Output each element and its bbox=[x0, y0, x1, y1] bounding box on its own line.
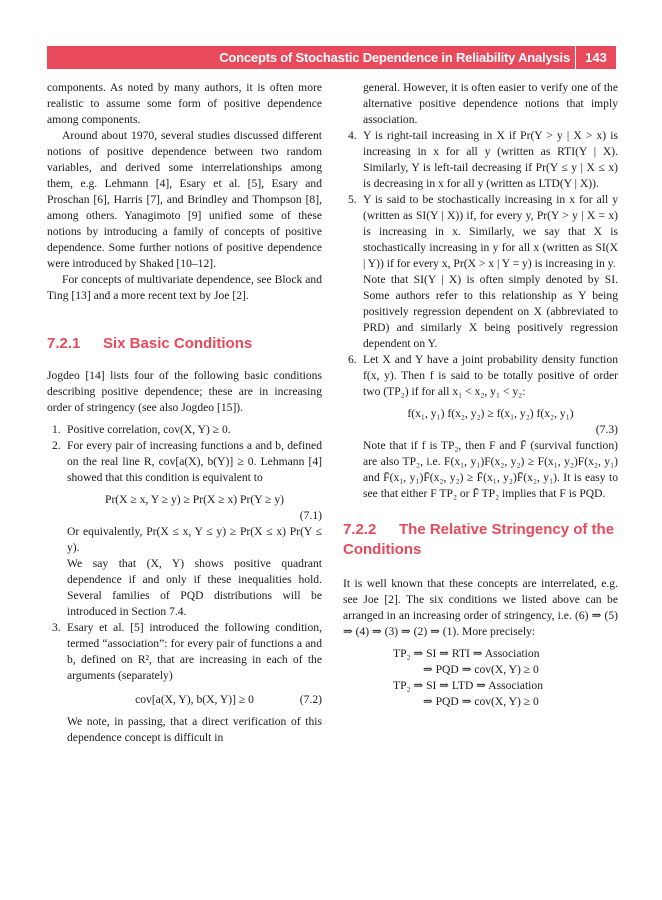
paragraph: It is well known that these concepts are interrelated, e.g. see Joe [2]. The six conditions we listed above can be arranged in an increasing order of stringency, i.e. (6) ⇒ (5) ⇒ (4) ⇒ (3) ⇒ (2) ⇒ (1). More precisely: bbox=[343, 577, 618, 638]
list-item-text: general. However, it is often easier to verify one of the alternative positive dependence notions that imply association. bbox=[363, 81, 618, 126]
implication-chain bbox=[343, 646, 618, 710]
list-item-text: We say that (X, Y) shows positive quadrant dependence if and only if these inequalities hold. Several families of PQD distributions will be introduced in Section 7.4. bbox=[67, 557, 322, 618]
list-item-text: Positive correlation, cov(X, Y) ≥ 0. bbox=[67, 423, 231, 436]
list-item-text: Note that SI(Y | X) is often simply denoted by SI. Some authors refer to this relationship as Y being positively regression dependent on X (abbreviated to PRD) and similarly X being positively regression dependent on Y. bbox=[363, 273, 618, 350]
equation-7-2 bbox=[67, 692, 322, 708]
list-item bbox=[343, 352, 618, 502]
section-number: 7.2.2 bbox=[343, 521, 377, 538]
equation-7-1 bbox=[67, 492, 322, 508]
list-number: 6. bbox=[348, 353, 357, 366]
list-item-text: Y is right-tail increasing in X if Pr(Y > y | X > x) is increasing in x for all y (written as RTI(Y | X). Similarly, Y is left-tail decreasing if Pr(Y ≤ y | X ≤ x) is decreasing in x for all y (written as LTD(Y | X)). bbox=[363, 129, 618, 190]
section-number: 7.2.1 bbox=[47, 335, 81, 352]
list-number: 2. bbox=[52, 439, 61, 452]
list-number: 3. bbox=[52, 621, 61, 634]
list-number: 4. bbox=[348, 129, 357, 142]
paragraph: For concepts of multivariate dependence, see Block and Ting [13] and a more recent text by Joe [2]. bbox=[47, 273, 322, 302]
equation-body: Pr(X ≥ x, Y ≥ y) ≥ Pr(X ≥ x) Pr(Y ≥ y) bbox=[105, 493, 284, 506]
list-item-text: We note, in passing, that a direct verification of this dependence concept is difficult in bbox=[67, 715, 322, 744]
list-item-text: Let X and Y have a joint probability density function f(x, y). Then f is said to be totally positive of order two (TP₂) if for all x₁ < x₂, y₁ < y₂: bbox=[363, 353, 618, 398]
implication-line: ⇒ PQD ⇒ cov(X, Y) ≥ 0 bbox=[423, 663, 539, 676]
section-title: Six Basic Conditions bbox=[103, 335, 253, 352]
right-column bbox=[343, 80, 618, 710]
equation-tag: (7.1) bbox=[299, 509, 322, 522]
list-item bbox=[343, 128, 618, 192]
list-item-text: Note that if f is TP₂, then F and F̄ (survival function) are also TP₂, i.e. F(x₁, y₁)F(x₂, y₂) ≥ F(x₁, y₂)F(x₂, y₁) and F̄(x₁, y₁)F̄(x₂, y₂) ≥ F̄(x₁, y₂)F̄(x₂, y₁). It is easy to see that either F TP₂ or F̄ TP₂ implies that F is PQD. bbox=[363, 439, 618, 500]
implication-line: TP₂ ⇒ SI ⇒ LTD ⇒ Association bbox=[393, 679, 543, 692]
equation-body: cov[a(X, Y), b(X, Y)] ≥ 0 bbox=[135, 693, 254, 706]
paragraph: components. As noted by many authors, it is often more realistic to assume some form of positive dependence among components. bbox=[47, 81, 322, 126]
list-item-text: For every pair of increasing functions a and b, defined on the real line R, cov[a(X), b(Y)] ≥ 0. Lehmann [4] showed that this condition is equivalent to bbox=[67, 439, 322, 484]
list-item bbox=[47, 422, 322, 438]
running-header bbox=[47, 46, 616, 69]
equation-body: f(x₁, y₁) f(x₂, y₂) ≥ f(x₁, y₂) f(x₂, y₁) bbox=[407, 407, 574, 420]
list-item bbox=[47, 620, 322, 746]
list-item-text: Y is said to be stochastically increasing in x for all y (written as SI(Y | X)) if, for every y, Pr(Y > y | X = x) is increasing in x. Similarly, we say that X is stochastically increasing in y for all x (written as SI(X | Y)) if for every x, Pr(X > x | Y = y) is increasing in y. bbox=[363, 193, 618, 270]
implication-line: ⇒ PQD ⇒ cov(X, Y) ≥ 0 bbox=[423, 695, 539, 708]
equation-tag: (7.2) bbox=[299, 693, 322, 706]
paragraph: Around about 1970, several studies discussed different notions of positive dependence between two random variables, and derived some interrelationships among them, e.g. Lehmann [4], Esary et al. [5], Esary and Proschan [6], Harris [7], and Brindley and Thompson [8], among others. Yanagimoto [9] unified some of these notions by introducing a family of concepts of positive dependence. Some further notions of positive dependence were introduced by Shaked [10–12]. bbox=[47, 129, 322, 270]
section-title: The Relative Stringency of the Conditions bbox=[343, 521, 615, 558]
list-number: 5. bbox=[348, 193, 357, 206]
equation-tag: (7.3) bbox=[595, 423, 618, 436]
left-column bbox=[47, 80, 322, 746]
list-item-text: Esary et al. [5] introduced the following condition, termed “association”: for every pair of functions a and b, defined on R², that are increasing in each of the arguments (separately) bbox=[67, 621, 322, 682]
section-heading bbox=[343, 520, 618, 560]
list-item-continued bbox=[343, 80, 618, 128]
list-item-text: Or equivalently, Pr(X ≤ x, Y ≤ y) ≥ Pr(X ≤ x) Pr(Y ≤ y). bbox=[67, 525, 322, 554]
paragraph: Jogdeo [14] lists four of the following basic conditions describing positive dependence; these are in increasing order of stringency (see also Jogdeo [15]). bbox=[47, 369, 322, 414]
equation-7-3 bbox=[363, 406, 618, 422]
page-number: 143 bbox=[585, 50, 607, 65]
section-heading bbox=[47, 334, 322, 354]
list-item bbox=[47, 438, 322, 620]
implication-line: TP₂ ⇒ SI ⇒ RTI ⇒ Association bbox=[393, 647, 540, 660]
list-item bbox=[343, 192, 618, 352]
list-number: 1. bbox=[52, 423, 61, 436]
running-header-title: Concepts of Stochastic Dependence in Reliability Analysis bbox=[219, 50, 570, 65]
